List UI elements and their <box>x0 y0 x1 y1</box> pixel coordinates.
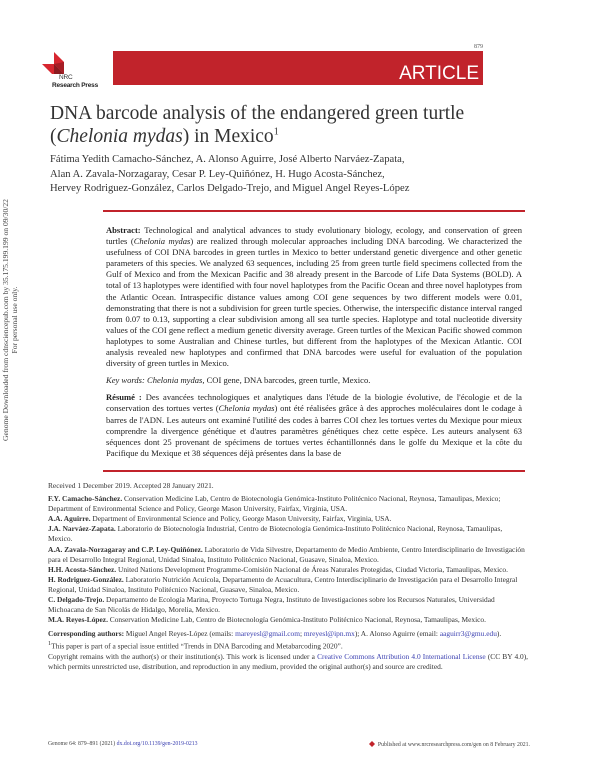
affiliation: J.A. Narváez-Zapata. Laboratorio de Biotecnología Industrial, Centro de Biotecnología Genómica-Instituto Politécnico Nacional, Reynosa, Tamaulipas, Mexico. <box>48 524 503 544</box>
author-list <box>50 153 530 197</box>
published-footer: Published at www.nrcresearchpress.com/gen on 8 February 2021. <box>369 741 530 748</box>
affiliation: H.H. Acosta-Sánchez. United Nations Development Programme-Comisión Nacional de Áreas Naturales Protegidas, Ciudad Victoria, Tamaulipas, Mexico. <box>48 564 508 574</box>
nrc-leaf-icon <box>369 741 375 747</box>
affiliation: H. Rodriguez-González. Laboratorio Nutrición Acuícola, Departamento de Acuacultura, Centro Interdisciplinario de Investigación para el Desarrollo Integral Regional, Unidad Sinaloa, Instituto Politécnico Nacional, Guasave, Sinaloa, Mexico. <box>48 574 518 594</box>
title-species: Chelonia mydas <box>56 126 183 147</box>
abstract-top-divider <box>103 210 525 212</box>
email-link[interactable]: mareyesl@gmail.com <box>235 629 300 639</box>
corresponding-authors: Corresponding authors: Miguel Angel Reyes-López (emails: mareyesl@gmail.com; mreyesl@ipn.mx); A. Alonso Aguirre (email: aaguirr3@gmu.edu). <box>48 629 502 639</box>
article-metadata <box>48 481 528 672</box>
email-link[interactable]: aaguirr3@gmu.edu <box>439 629 497 639</box>
title-footnote-mark[interactable]: 1 <box>273 126 279 138</box>
title-line-1: DNA barcode analysis of the endangered green turtle <box>50 103 465 124</box>
abstract-french: Résumé : Des avancées technologiques et analytiques dans l'étude de la biologie évolutive, de l'écologie et de la conservation des tortues vertes (Chelonia mydas) ont été réalisées grâce à des approches moléculaires dont le codage à barres de l'ADN. Les auteurs ont examiné l'utilité des codes à barres COI chez les tortues vertes du Mexique pour mieux comprendre la divergence génétique et d'autres paramètres génétiques chez cette espèce. Les auteurs analysent 63 séquences dont 25 provenant de spécimens de tortues vertes échantillonnés dans le golfe du Mexique et la côte du Pacifique du Mexique et 38 séquences déjà présentes dans la base de <box>106 392 522 458</box>
author-line: Hervey Rodriguez-González, Carlos Delgado-Trejo, and Miguel Angel Reyes-López <box>50 183 410 194</box>
logo-nrc-text: NRC <box>59 74 73 81</box>
affiliation: A.A. Zavala-Norzagaray and C.P. Ley-Quiñónez. Laboratorio de Vida Silvestre, Departamento de Medio Ambiente, Centro Interdisciplinario de Investigación para el Desarrollo Integral Regional, Unidad Sinaloa, Instituto Politécnico Nacional, Guasave, Sinaloa, Mexico. <box>48 544 525 564</box>
affiliation: F.Y. Camacho-Sánchez. Conservation Medicine Lab, Centro de Biotecnología Genómica-Instituto Politécnico Nacional, Reynosa, Tamaulipas, Mexico; Department of Environmental Science and Policy, George Mason University, Fairfax, Virginia, USA. <box>48 494 501 514</box>
affiliation: C. Delgado-Trejo. Departamento de Ecología Marina, Proyecto Tortuga Negra, Instituto de Investigaciones sobre los Recursos Naturales, Universidad Michoacana de San Nicolás de Hidalgo, Morelia, Mexico. <box>48 595 495 615</box>
footnote: $^1$This paper is part of a special issue entitled “Trends in DNA Barcoding and Metabarcoding 2020”. <box>48 641 343 651</box>
doi-link[interactable]: dx.doi.org/10.1139/gen-2019-0213 <box>116 741 198 747</box>
article-type-banner <box>113 51 483 85</box>
logo-research-press-text: Research Press <box>52 82 98 89</box>
citation-footer: Genome 64: 879–891 (2021) dx.doi.org/10.1139/gen-2019-0213 <box>48 741 198 747</box>
abstract-bottom-divider <box>103 470 525 472</box>
abstract-section <box>106 225 522 465</box>
affiliation: M.A. Reyes-López. Conservation Medicine Lab, Centro de Biotecnología Genómica-Instituto Politécnico Nacional, Reynosa, Tamaulipas, Mexico. <box>48 615 486 625</box>
affiliation: A.A. Aguirre. Department of Environmental Science and Policy, George Mason University, Fairfax, Virginia, USA. <box>48 514 392 524</box>
abstract-english: Abstract: Technological and analytical advances to study evolutionary biology, ecology, and conservation of green turtles (Chelonia mydas) are realized through molecular approaches including DNA barcoding. We characterized the usefulness of COI DNA barcodes in green turtles in Mexico to better understand genetic divergence and other genetic parameters of this species. We analyzed 63 sequences, including 25 from green turtle field specimens collected from the Gulf of Mexico and from the Mexican Pacific and 38 already present in the Barcode of Life Data Systems (BOLD). A total of 13 haplotypes were identified with four novel haplotypes from the Pacific Ocean and three novel haplotypes from the Atlantic Ocean. Intraspecific distance values among COI gene sequences by two different models were 0.01, demonstrating that there is not a subdivision for green turtle species. Otherwise, the interspecific distance interval ranged from 0.07 to 0.13, supporting a clear subdivision among all sea turtle species. Haplotype and total nucleotide diversity values of the COI gene reflect a medium genetic diversity average. Green turtles of the Mexican Pacific showed common haplotypes to some Australian and Chinese turtles, but different from the haplotypes of the Mexican Atlantic. COI analysis revealed new haplotypes and confirmed that DNA barcodes were useful for evaluation of the population diversity of green turtles in Mexico. <box>106 225 522 369</box>
author-line: Fátima Yedith Camacho-Sánchez, A. Alonso Aguirre, José Alberto Narváez-Zapata, <box>50 154 405 165</box>
license-statement: Copyright remains with the author(s) or their institution(s). This work is licensed under a Creative Commons Attribution 4.0 International License (CC BY 4.0), which permits unrestricted use, distribution, and reproduction in any medium, provided the original author(s) and source are credited. <box>48 651 528 672</box>
nrc-research-press-logo <box>42 52 104 90</box>
paper-title: DNA barcode analysis of the endangered green turtle (Chelonia mydas) in Mexico$^1$ <box>50 103 465 147</box>
page-number: 879 <box>474 44 483 50</box>
email-link[interactable]: mreyesl@ipn.mx <box>303 629 355 639</box>
author-line: Alan A. Zavala-Norzagaray, Cesar P. Ley-Quiñónez, H. Hugo Acosta-Sánchez, <box>50 168 385 180</box>
download-watermark: Genome Downloaded from cdnsciencepub.com by 35.175.199.199 on 09/30/22 For personal use only. <box>1 199 19 441</box>
received-dates: Received 1 December 2019. Accepted 28 January 2021. <box>48 481 214 490</box>
keywords: Key words: Chelonia mydas, COI gene, DNA barcodes, green turtle, Mexico. <box>106 375 371 386</box>
cc-license-link[interactable]: Creative Commons Attribution 4.0 International License <box>317 651 486 661</box>
article-type-label: ARTICLE <box>399 63 479 84</box>
